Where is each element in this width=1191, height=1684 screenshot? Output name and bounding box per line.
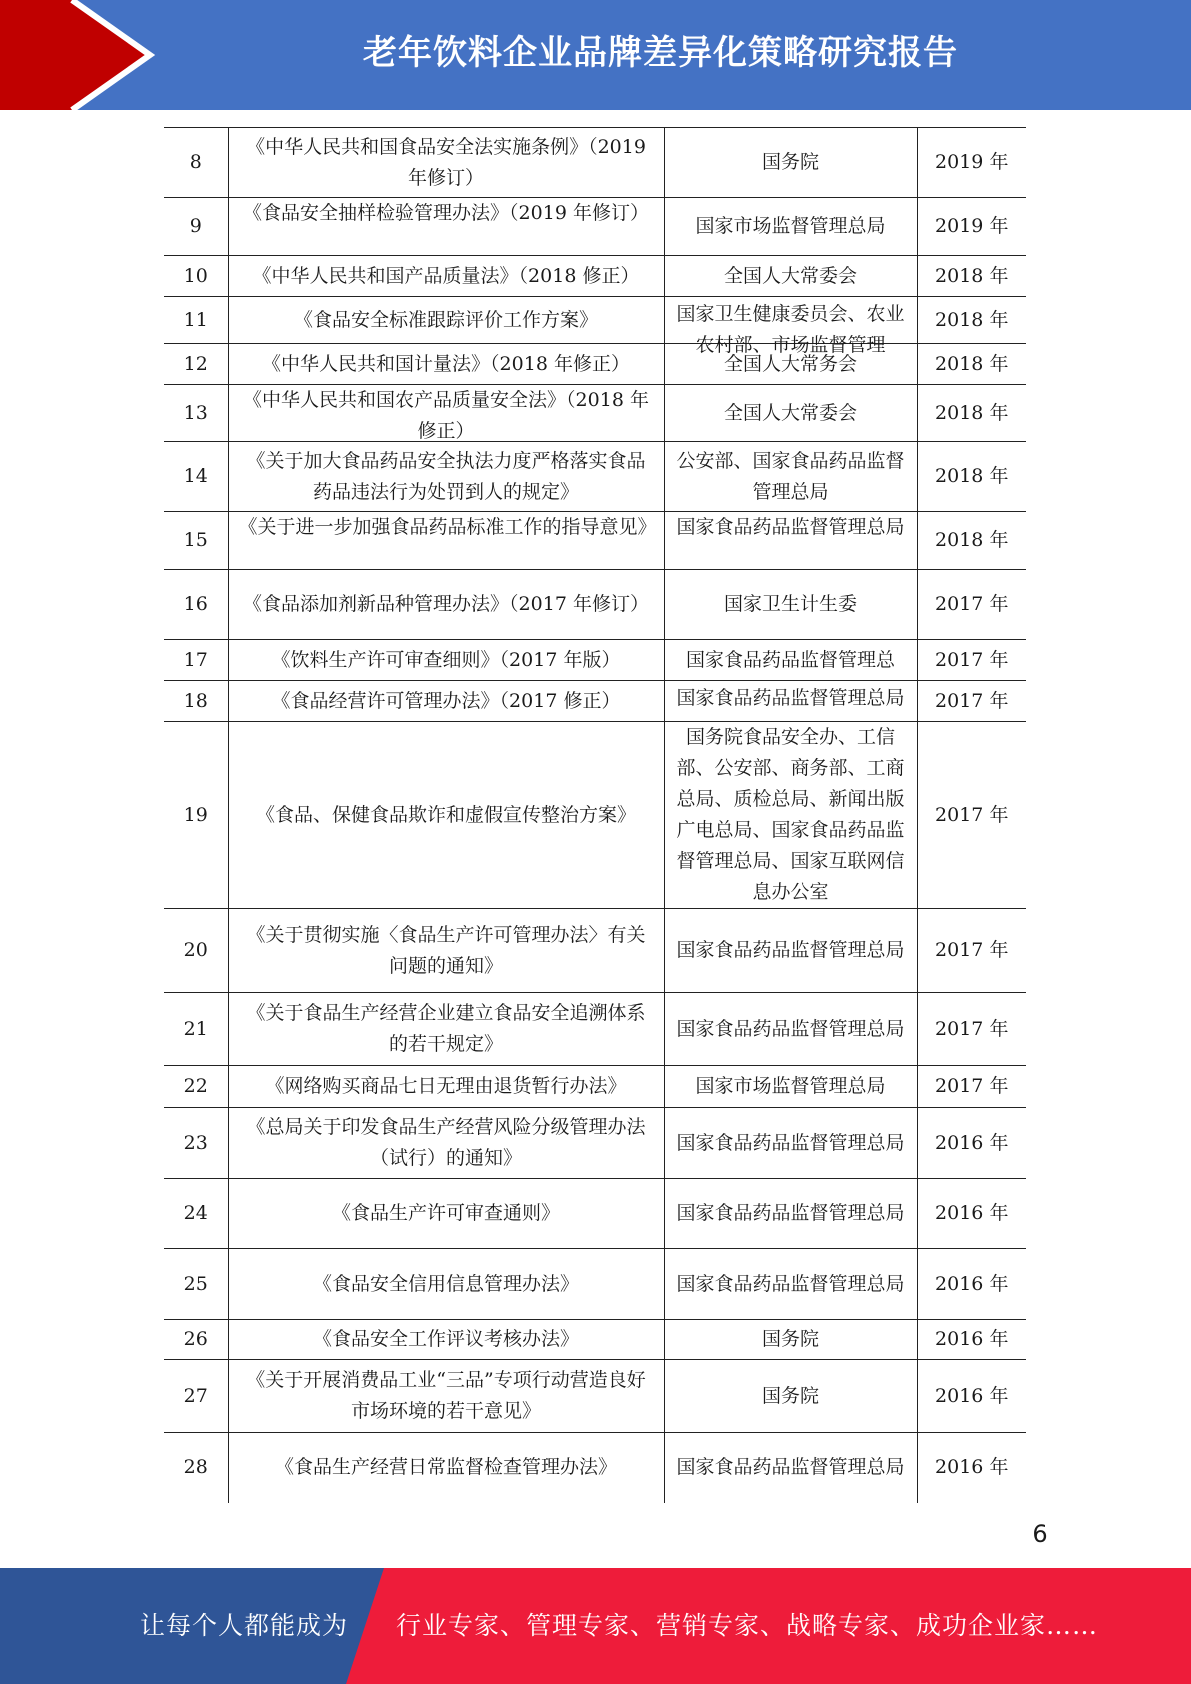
table-row <box>164 570 1026 640</box>
table-row <box>164 993 1026 1066</box>
regulation-name: 《食品安全工作评议考核办法》 <box>228 1320 664 1360</box>
issue-year: 2017 年 <box>917 1066 1026 1108</box>
table-row <box>164 198 1026 256</box>
row-number: 16 <box>164 570 228 640</box>
issuing-authority: 国家卫生健康委员会、农业农村部、市场监督管理 <box>664 297 917 344</box>
regulation-name: 《关于贯彻实施〈食品生产许可管理办法〉有关问题的通知》 <box>228 909 664 993</box>
row-number: 28 <box>164 1433 228 1503</box>
report-title: 老年饮料企业品牌差异化策略研究报告 <box>363 33 958 73</box>
issue-year: 2018 年 <box>917 442 1026 512</box>
issuing-authority: 国务院 <box>664 128 917 198</box>
regulation-name: 《中华人民共和国农产品质量安全法》（2018 年修正） <box>228 385 664 442</box>
regulation-name: 《网络购买商品七日无理由退货暂行办法》 <box>228 1066 664 1108</box>
table-row <box>164 1066 1026 1108</box>
issuing-authority: 国家食品药品监督管理总局 <box>664 993 917 1066</box>
row-number: 12 <box>164 344 228 385</box>
regulation-name: 《关于开展消费品工业“三品”专项行动营造良好市场环境的若干意见》 <box>228 1360 664 1433</box>
table-row <box>164 1360 1026 1433</box>
table-row <box>164 1249 1026 1320</box>
regulation-name: 《食品添加剂新品种管理办法》（2017 年修订） <box>228 570 664 640</box>
table-row <box>164 297 1026 344</box>
issuing-authority: 国务院食品安全办、工信部、公安部、商务部、工商总局、质检总局、新闻出版广电总局、国家食品药品监督管理总局、国家互联网信息办公室 <box>664 722 917 909</box>
regulation-name: 《饮料生产许可审查细则》（2017 年版） <box>228 640 664 681</box>
regulation-name: 《食品安全抽样检验管理办法》（2019 年修订） <box>228 198 664 256</box>
row-number: 21 <box>164 993 228 1066</box>
table-row <box>164 1320 1026 1360</box>
issuing-authority: 国家食品药品监督管理总 <box>664 640 917 681</box>
table-row <box>164 1179 1026 1249</box>
issuing-authority: 国务院 <box>664 1360 917 1433</box>
row-number: 24 <box>164 1179 228 1249</box>
issue-year: 2017 年 <box>917 909 1026 993</box>
issuing-authority: 国家食品药品监督管理总局 <box>664 1249 917 1320</box>
issue-year: 2016 年 <box>917 1108 1026 1179</box>
table-row <box>164 512 1026 570</box>
table-row <box>164 1108 1026 1179</box>
row-number: 15 <box>164 512 228 570</box>
row-number: 23 <box>164 1108 228 1179</box>
regulation-name: 《总局关于印发食品生产经营风险分级管理办法（试行）的通知》 <box>228 1108 664 1179</box>
regulations-table <box>164 127 1026 1503</box>
regulation-name: 《关于加大食品药品安全执法力度严格落实食品药品违法行为处罚到人的规定》 <box>228 442 664 512</box>
table-row <box>164 681 1026 722</box>
issue-year: 2016 年 <box>917 1249 1026 1320</box>
issue-year: 2017 年 <box>917 993 1026 1066</box>
row-number: 27 <box>164 1360 228 1433</box>
issue-year: 2019 年 <box>917 198 1026 256</box>
regulation-name: 《食品安全标准跟踪评价工作方案》 <box>228 297 664 344</box>
issuing-authority: 全国人大常委会 <box>664 385 917 442</box>
issue-year: 2018 年 <box>917 344 1026 385</box>
table-row <box>164 909 1026 993</box>
regulation-name: 《食品经营许可管理办法》（2017 修正） <box>228 681 664 722</box>
row-number: 19 <box>164 722 228 909</box>
issue-year: 2019 年 <box>917 128 1026 198</box>
regulation-name: 《中华人民共和国计量法》（2018 年修正） <box>228 344 664 385</box>
regulation-name: 《食品、保健食品欺诈和虚假宣传整治方案》 <box>228 722 664 909</box>
table-row <box>164 385 1026 442</box>
footer-slogan-right: 行业专家、管理专家、营销专家、战略专家、成功企业家…… <box>396 1611 1099 1640</box>
row-number: 13 <box>164 385 228 442</box>
issue-year: 2017 年 <box>917 681 1026 722</box>
issue-year: 2018 年 <box>917 256 1026 297</box>
issuing-authority: 公安部、国家食品药品监督管理总局 <box>664 442 917 512</box>
table-row <box>164 722 1026 909</box>
row-number: 18 <box>164 681 228 722</box>
table-row <box>164 344 1026 385</box>
regulation-name: 《中华人民共和国食品安全法实施条例》（2019 年修订） <box>228 128 664 198</box>
regulation-name: 《食品安全信用信息管理办法》 <box>228 1249 664 1320</box>
regulation-name: 《关于进一步加强食品药品标准工作的指导意见》 <box>228 512 664 570</box>
issuing-authority: 国家食品药品监督管理总局 <box>664 1433 917 1503</box>
row-number: 9 <box>164 198 228 256</box>
regulation-name: 《食品生产经营日常监督检查管理办法》 <box>228 1433 664 1503</box>
footer-slogan-left: 让每个人都能成为 <box>140 1611 349 1640</box>
row-number: 10 <box>164 256 228 297</box>
regulation-name: 《食品生产许可审查通则》 <box>228 1179 664 1249</box>
issuing-authority: 全国人大常务会 <box>664 344 917 385</box>
row-number: 11 <box>164 297 228 344</box>
table-row <box>164 442 1026 512</box>
row-number: 20 <box>164 909 228 993</box>
issue-year: 2016 年 <box>917 1433 1026 1503</box>
issuing-authority: 国家市场监督管理总局 <box>664 198 917 256</box>
issuing-authority: 国家食品药品监督管理总局 <box>664 1179 917 1249</box>
regulation-name: 《关于食品生产经营企业建立食品安全追溯体系的若干规定》 <box>228 993 664 1066</box>
regulations-table-container <box>164 127 1026 1503</box>
issue-year: 2017 年 <box>917 722 1026 909</box>
page-number: 6 <box>1032 1520 1048 1548</box>
table-row <box>164 128 1026 198</box>
issue-year: 2018 年 <box>917 512 1026 570</box>
issuing-authority: 国家市场监督管理总局 <box>664 1066 917 1108</box>
issuing-authority: 国家食品药品监督管理总局 <box>664 1108 917 1179</box>
issue-year: 2017 年 <box>917 570 1026 640</box>
row-number: 8 <box>164 128 228 198</box>
table-row <box>164 1433 1026 1503</box>
row-number: 17 <box>164 640 228 681</box>
issuing-authority: 国家食品药品监督管理总局 <box>664 681 917 722</box>
regulation-name: 《中华人民共和国产品质量法》（2018 修正） <box>228 256 664 297</box>
issue-year: 2016 年 <box>917 1179 1026 1249</box>
issuing-authority: 国家卫生计生委 <box>664 570 917 640</box>
red-chevron-decoration <box>0 0 160 110</box>
issue-year: 2016 年 <box>917 1360 1026 1433</box>
issuing-authority: 国家食品药品监督管理总局 <box>664 512 917 570</box>
issuing-authority: 全国人大常委会 <box>664 256 917 297</box>
issuing-authority: 国务院 <box>664 1320 917 1360</box>
table-row <box>164 640 1026 681</box>
page-footer <box>0 1568 1191 1684</box>
table-row <box>164 256 1026 297</box>
issue-year: 2018 年 <box>917 385 1026 442</box>
row-number: 14 <box>164 442 228 512</box>
row-number: 22 <box>164 1066 228 1108</box>
issue-year: 2018 年 <box>917 297 1026 344</box>
row-number: 26 <box>164 1320 228 1360</box>
issue-year: 2017 年 <box>917 640 1026 681</box>
issuing-authority: 国家食品药品监督管理总局 <box>664 909 917 993</box>
row-number: 25 <box>164 1249 228 1320</box>
issue-year: 2016 年 <box>917 1320 1026 1360</box>
page-header <box>0 0 1191 110</box>
